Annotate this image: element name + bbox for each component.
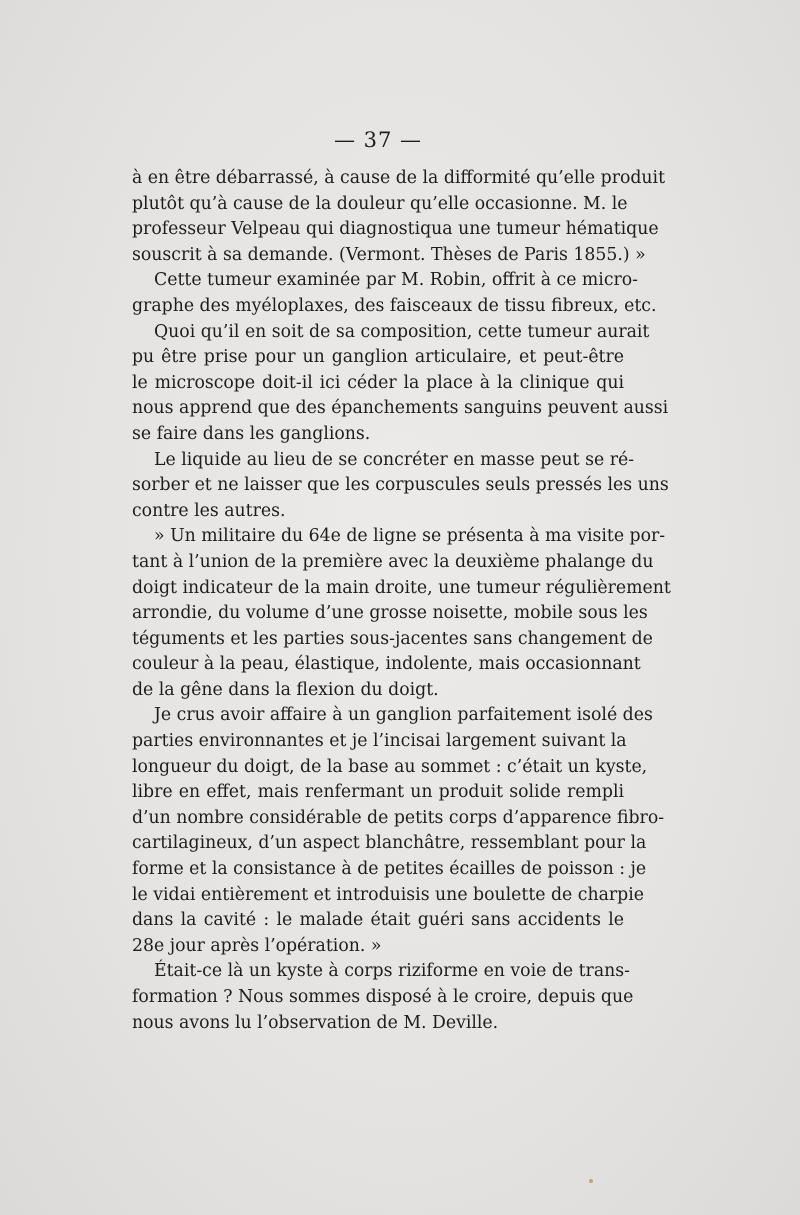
text-line: Je crus avoir affaire à un ganglion parfaitement isolé des bbox=[154, 705, 653, 726]
text-line: doigt indicateur de la main droite, une tumeur régulièrement bbox=[132, 577, 671, 598]
text-line: Cette tumeur examinée par M. Robin, offrit à ce micro- bbox=[154, 270, 639, 291]
text-line: contre les autres. bbox=[132, 500, 286, 521]
text-line: libre en effet, mais renfermant un produit solide rempli bbox=[132, 782, 624, 803]
text-line: forme et la consistance à de petites écailles de poisson : je bbox=[132, 859, 647, 880]
text-line: 28e jour après l’opération. » bbox=[132, 935, 382, 956]
text-line: tant à l’union de la première avec la deuxième phalange du bbox=[132, 551, 654, 572]
text-line: plutôt qu’à cause de la douleur qu’elle occasionne. M. le bbox=[132, 193, 628, 214]
page-number: — 37 — bbox=[333, 128, 423, 152]
text-line: nous apprend que des épanchements sanguins peuvent aussi bbox=[132, 398, 669, 419]
text-line: le vidai entièrement et introduisis une boulette de charpie bbox=[132, 884, 644, 905]
text-line: parties environnantes et je l’incisai largement suivant la bbox=[132, 731, 627, 752]
text-line: » Un militaire du 64e de ligne se présenta à ma visite por- bbox=[154, 526, 666, 547]
text-line: graphe des myéloplaxes, des faisceaux de tissu fibreux, etc. bbox=[132, 295, 657, 316]
text-line: le microscope doit-il ici céder la place à la clinique qui bbox=[132, 372, 624, 393]
text-line: dans la cavité : le malade était guéri sans accidents le bbox=[132, 910, 624, 931]
text-line: formation ? Nous sommes disposé à le croire, depuis que bbox=[132, 987, 634, 1007]
text-line: Quoi qu’il en soit de sa composition, cette tumeur aurait bbox=[154, 321, 650, 342]
text-line: se faire dans les ganglions. bbox=[132, 423, 371, 444]
text-line: sorber et ne laisser que les corpuscules seuls pressés les uns bbox=[132, 475, 669, 496]
text-line: professeur Velpeau qui diagnostiqua une tumeur hématique bbox=[132, 219, 659, 240]
text-line: couleur à la peau, élastique, indolente, mais occasionnant bbox=[132, 654, 641, 675]
text-line: à en être débarrassé, à cause de la difformité qu’elle produit bbox=[132, 168, 666, 188]
text-line: Le liquide au lieu de se concréter en masse peut se ré- bbox=[154, 449, 635, 470]
text-line: arrondie, du volume d’une grosse noisette, mobile sous les bbox=[132, 603, 648, 624]
text-line: nous avons lu l’observation de M. Deville. bbox=[132, 1012, 499, 1033]
text-line: longueur du doigt, de la base au sommet : c’était un kyste, bbox=[132, 756, 648, 777]
paper-spot bbox=[589, 1179, 593, 1183]
body-text bbox=[132, 166, 671, 1036]
text-line: Était-ce là un kyste à corps riziforme en voie de trans- bbox=[154, 961, 630, 982]
text-line: souscrit à sa demande. (Vermont. Thèses de Paris 1855.) » bbox=[132, 244, 646, 265]
text-line: pu être prise pour un ganglion articulaire, et peut-être bbox=[132, 347, 624, 368]
text-line: téguments et les parties sous-jacentes sans changement de bbox=[132, 628, 653, 649]
text-line: d’un nombre considérable de petits corps d’apparence fibro- bbox=[132, 807, 665, 828]
text-line: de la gêne dans la flexion du doigt. bbox=[132, 679, 439, 700]
text-line: cartilagineux, d’un aspect blanchâtre, ressemblant pour la bbox=[132, 833, 647, 854]
